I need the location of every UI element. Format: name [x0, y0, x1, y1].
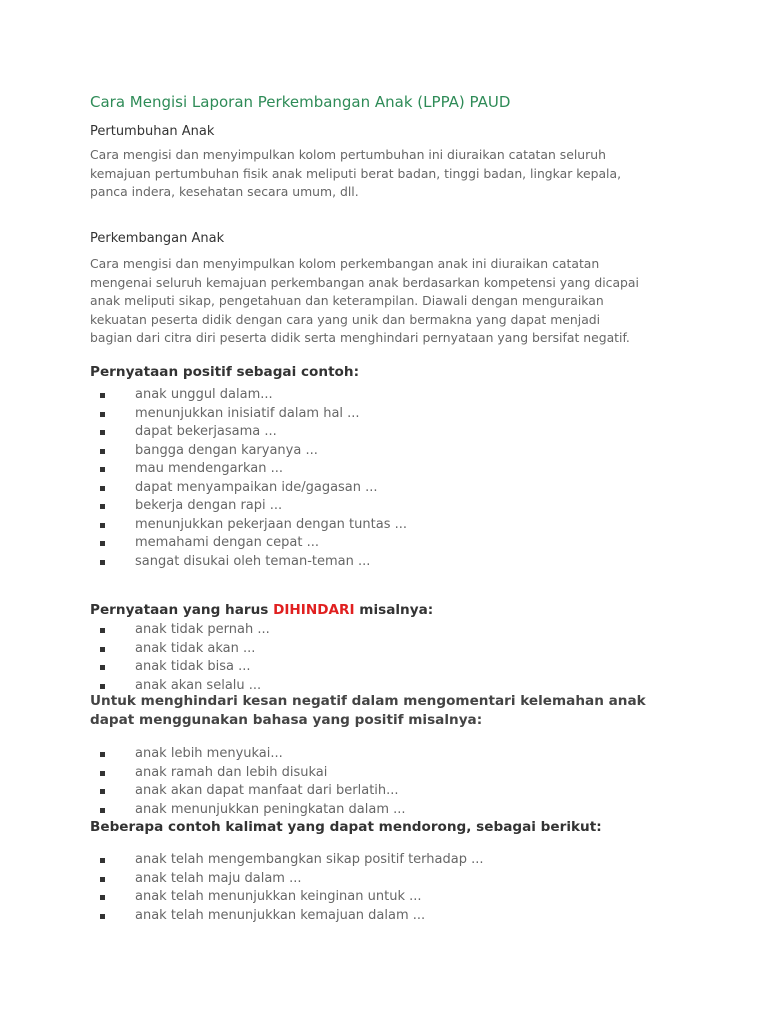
list-item-text: anak tidak akan ...: [135, 640, 256, 656]
list-item: [100, 423, 407, 442]
bullet-icon: [100, 412, 105, 417]
bullet-icon: [100, 430, 105, 435]
bullet-icon: [100, 914, 105, 919]
paragraph-menghindari: [90, 692, 690, 730]
list-item: [100, 782, 406, 801]
list-item-text: anak tidak pernah ...: [135, 622, 270, 637]
list-item-text: anak akan dapat manfaat dari berlatih...: [135, 783, 399, 798]
list-item: [100, 640, 270, 659]
paragraph-line: Cara mengisi dan menyimpulkan kolom pertumbuhan ini diuraikan catatan seluruh: [90, 147, 606, 162]
list-item: [100, 801, 406, 820]
list-item: [100, 745, 406, 764]
paragraph-line: Untuk menghindari kesan negatif dalam mengomentari kelemahan anak: [90, 693, 646, 709]
list-item-text: menunjukkan inisiatif dalam hal ...: [135, 405, 360, 421]
list-item-text: bangga dengan karyanya ...: [135, 442, 318, 458]
list-item: [100, 553, 407, 572]
list-item-text: bekerja dengan rapi ...: [135, 498, 283, 513]
paragraph-perkembangan: [90, 255, 690, 348]
list-item-text: dapat bekerjasama ...: [135, 424, 277, 439]
list-item-text: mau mendengarkan ...: [135, 461, 283, 476]
heading-positif: Pernyataan positif sebagai contoh:: [90, 364, 360, 380]
list-item: [100, 764, 406, 783]
bullet-icon: [100, 523, 105, 528]
list-item: [100, 851, 484, 870]
list-item-text: anak telah menunjukkan kemajuan dalam ...: [135, 907, 426, 923]
bullet-icon: [100, 771, 105, 776]
heading-text: Pernyataan yang harus: [90, 602, 274, 618]
bullet-icon: [100, 628, 105, 633]
bullet-icon: [100, 789, 105, 794]
list-item-text: anak unggul dalam...: [135, 387, 273, 402]
bullet-icon: [100, 393, 105, 398]
paragraph-line: kekuatan peserta didik dengan cara yang unik dan bermakna yang dapat menjadi: [90, 311, 601, 327]
bullet-icon: [100, 877, 105, 882]
list-item: [100, 658, 270, 677]
list-item-text: memahami dengan cepat ...: [135, 535, 319, 550]
bullet-icon: [100, 486, 105, 491]
list-item-text: anak telah maju dalam ...: [135, 870, 302, 886]
paragraph-pertumbuhan: [90, 146, 690, 202]
list-item-text: sangat disukai oleh teman-teman ...: [135, 553, 371, 569]
bullet-icon: [100, 541, 105, 546]
bullet-icon: [100, 647, 105, 652]
list-item: [100, 621, 270, 640]
list-item-text: anak akan selalu ...: [135, 677, 262, 693]
list-item: [100, 442, 407, 461]
list-item-text: anak menunjukkan peningkatan dalam ...: [135, 801, 406, 817]
list-item-text: anak telah menunjukkan keinginan untuk ...: [135, 889, 422, 904]
list-item-text: anak telah mengembangkan sikap positif terhadap ...: [135, 852, 484, 867]
bullet-icon: [100, 858, 105, 863]
paragraph-line: Cara mengisi dan menyimpulkan kolom perkembangan anak ini diuraikan catatan: [90, 256, 600, 271]
paragraph-line: anak meliputi sikap, pengetahuan dan keterampilan. Diawali dengan menguraikan: [90, 293, 604, 308]
list-item-text: menunjukkan pekerjaan dengan tuntas ...: [135, 516, 407, 532]
heading-emphasis: DIHINDARI: [273, 602, 355, 618]
paragraph-line: panca indera, kesehatan secara umum, dll.: [90, 184, 359, 199]
list-item: [100, 888, 484, 907]
paragraph-line: mengenai seluruh kemajuan perkembangan anak berdasarkan kompetensi yang dicapai: [90, 274, 639, 290]
heading-dihindari: [90, 602, 433, 618]
list-item-text: dapat menyampaikan ide/gagasan ...: [135, 479, 378, 495]
list-item: [100, 405, 407, 424]
list-item: [100, 497, 407, 516]
list-item: [100, 870, 484, 889]
list-item-text: anak ramah dan lebih disukai: [135, 764, 328, 780]
list-item: [100, 479, 407, 498]
list-item-text: anak tidak bisa ...: [135, 659, 251, 674]
paragraph-line: kemajuan pertumbuhan fisik anak meliputi berat badan, tinggi badan, lingkar kepala,: [90, 165, 622, 181]
bullet-icon: [100, 808, 105, 813]
list-positif: [100, 386, 407, 571]
list-item: [100, 460, 407, 479]
bullet-icon: [100, 467, 105, 472]
bullet-icon: [100, 752, 105, 757]
list-dihindari: [100, 621, 270, 695]
list-item-text: anak lebih menyukai...: [135, 746, 283, 761]
heading-perkembangan: Perkembangan Anak: [90, 231, 225, 246]
list-item: [100, 386, 407, 405]
list-item: [100, 534, 407, 553]
bullet-icon: [100, 665, 105, 670]
heading-text: misalnya:: [354, 602, 434, 618]
heading-pertumbuhan: Pertumbuhan Anak: [90, 124, 215, 139]
bullet-icon: [100, 684, 105, 689]
list-item: [100, 907, 484, 926]
list-mendorong: [100, 851, 484, 925]
heading-mendorong: Beberapa contoh kalimat yang dapat mendorong, sebagai berikut:: [90, 819, 602, 835]
paragraph-line: bagian dari citra diri peserta didik serta menghindari pernyataan yang bersifat negatif.: [90, 330, 630, 345]
paragraph-line: dapat menggunakan bahasa yang positif misalnya:: [90, 712, 483, 728]
bullet-icon: [100, 449, 105, 454]
list-menghindari: [100, 745, 406, 819]
list-item: [100, 516, 407, 535]
bullet-icon: [100, 504, 105, 509]
page-title: Cara Mengisi Laporan Perkembangan Anak (LPPA) PAUD: [90, 93, 511, 111]
bullet-icon: [100, 895, 105, 900]
bullet-icon: [100, 560, 105, 565]
